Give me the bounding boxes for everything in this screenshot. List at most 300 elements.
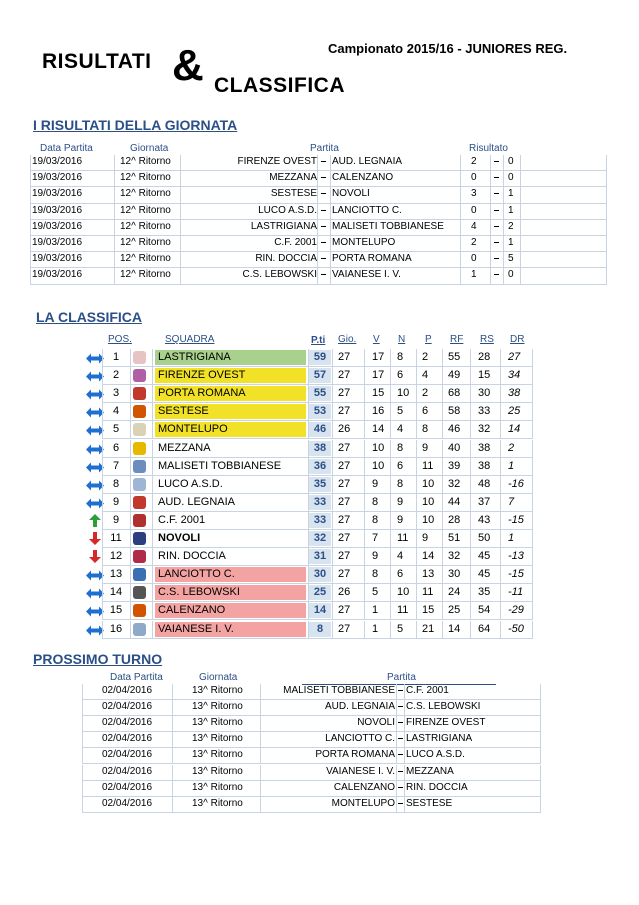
team-crest-icon <box>133 423 146 436</box>
results-away-score: 0 <box>508 172 514 184</box>
next-round-row <box>82 748 540 764</box>
column-divider <box>114 187 115 203</box>
standings-team: MALISETI TOBBIANESE <box>158 459 282 472</box>
column-divider <box>152 367 153 385</box>
standings-draws: 5 <box>397 405 404 418</box>
column-divider <box>82 797 83 813</box>
results-home-team: SESTESE <box>270 188 317 200</box>
column-divider <box>82 732 83 748</box>
results-score-dash <box>494 210 499 211</box>
column-divider <box>500 476 501 494</box>
next-round-row <box>82 732 540 748</box>
column-divider <box>260 700 261 716</box>
next-away-team: LUCO A.S.D. <box>406 749 465 761</box>
results-row <box>30 204 606 220</box>
standings-team: C.F. 2001 <box>158 513 206 526</box>
standings-goals-against: 45 <box>478 568 491 581</box>
next-away-team: SESTESE <box>406 797 453 809</box>
column-divider <box>503 236 504 252</box>
column-divider <box>532 566 533 584</box>
column-divider <box>260 748 261 764</box>
standings-points: 35 <box>313 477 327 490</box>
column-divider <box>442 385 443 403</box>
column-divider <box>500 367 501 385</box>
standings-goals-against: 64 <box>478 622 491 635</box>
column-divider <box>500 621 501 639</box>
standings-points: 53 <box>313 405 327 418</box>
column-divider <box>114 171 115 187</box>
standings-wins: 15 <box>372 387 385 400</box>
column-divider <box>172 700 173 716</box>
column-divider <box>390 621 391 639</box>
column-divider <box>490 171 491 187</box>
column-divider <box>130 621 131 639</box>
column-divider <box>364 403 365 421</box>
column-divider <box>152 440 153 458</box>
column-divider <box>317 252 318 268</box>
column-divider <box>470 403 471 421</box>
column-divider <box>30 268 31 284</box>
column-divider <box>490 268 491 284</box>
column-divider <box>114 252 115 268</box>
standings-losses: 10 <box>422 513 435 526</box>
column-divider <box>364 512 365 530</box>
column-divider <box>102 548 103 566</box>
column-divider <box>180 171 181 187</box>
standings-goals-against: 43 <box>478 513 491 526</box>
next-round: 13^ Ritorno <box>192 797 243 809</box>
column-divider <box>442 421 443 439</box>
column-divider <box>442 403 443 421</box>
standings-goals-for: 40 <box>448 441 461 454</box>
column-divider <box>180 252 181 268</box>
results-score-dash <box>494 274 499 275</box>
column-divider <box>396 732 397 748</box>
next-round-row <box>82 765 540 781</box>
results-date: 19/03/2016 <box>32 156 83 167</box>
column-divider <box>460 204 461 220</box>
standings-wins: 1 <box>372 604 379 617</box>
standings-goals-for: 32 <box>448 477 461 490</box>
next-round-table <box>82 684 540 814</box>
column-divider <box>82 765 83 781</box>
column-divider <box>317 236 318 252</box>
column-divider <box>332 385 333 403</box>
standings-row <box>86 530 532 548</box>
standings-points: 38 <box>313 441 327 454</box>
standings-team: C.S. LEBOWSKI <box>158 586 240 599</box>
column-divider <box>442 584 443 602</box>
standings-goal-diff: -29 <box>508 604 524 617</box>
results-round: 12^ Ritorno <box>120 156 171 167</box>
results-score-dash <box>494 226 499 227</box>
standings-goal-diff: -16 <box>508 477 524 490</box>
standings-goals-against: 37 <box>478 495 491 508</box>
column-divider <box>532 403 533 421</box>
standings-goal-diff: -15 <box>508 513 524 526</box>
standings-header-l: P <box>425 334 432 345</box>
standings-row <box>86 403 532 421</box>
column-divider <box>172 781 173 797</box>
column-divider <box>364 494 365 512</box>
column-divider <box>130 367 131 385</box>
results-away-team: VAIANESE I. V. <box>332 269 401 281</box>
standings-losses: 8 <box>422 423 429 436</box>
column-divider <box>317 187 318 203</box>
column-divider <box>532 440 533 458</box>
results-header-match: Partita <box>310 143 339 154</box>
standings-losses: 4 <box>422 369 429 382</box>
column-divider <box>470 548 471 566</box>
standings-row <box>86 512 532 530</box>
standings-games: 27 <box>338 387 351 400</box>
column-divider <box>396 748 397 764</box>
results-away-score: 0 <box>508 156 514 167</box>
standings-wins: 9 <box>372 477 379 490</box>
next-round-row <box>82 700 540 716</box>
next-date: 02/04/2016 <box>102 685 153 696</box>
standings-points: 8 <box>316 622 324 635</box>
column-divider <box>606 155 607 171</box>
column-divider <box>102 440 103 458</box>
results-home-team: MEZZANA <box>269 172 317 184</box>
standings-draws: 8 <box>397 441 404 454</box>
results-header-date: Data Partita <box>40 143 93 154</box>
column-divider <box>152 530 153 548</box>
results-home-score: 0 <box>471 253 477 265</box>
standings-wins: 10 <box>372 441 385 454</box>
team-crest-icon <box>133 568 146 581</box>
column-divider <box>130 385 131 403</box>
column-divider <box>532 621 533 639</box>
logo-ampersand: & <box>172 41 204 90</box>
standings-position: 1 <box>112 351 120 363</box>
standings-goals-against: 45 <box>478 550 491 563</box>
column-divider <box>130 548 131 566</box>
standings-games: 26 <box>338 586 351 599</box>
column-divider <box>500 403 501 421</box>
standings-team: FIRENZE OVEST <box>158 369 246 382</box>
column-divider <box>130 512 131 530</box>
standings-position: 13 <box>109 568 123 581</box>
standings-goal-diff: -13 <box>508 550 524 563</box>
column-divider <box>332 530 333 548</box>
standings-wins: 5 <box>372 586 379 599</box>
column-divider <box>532 512 533 530</box>
column-divider <box>82 700 83 716</box>
column-divider <box>260 732 261 748</box>
next-round-section-title: PROSSIMO TURNO <box>33 651 163 667</box>
standings-team: SESTESE <box>158 405 209 418</box>
next-date: 02/04/2016 <box>102 797 153 809</box>
standings-goals-for: 32 <box>448 550 461 563</box>
results-round: 12^ Ritorno <box>120 220 171 232</box>
standings-position: 14 <box>109 586 123 599</box>
column-divider <box>470 367 471 385</box>
column-divider <box>460 171 461 187</box>
column-divider <box>152 566 153 584</box>
standings-goals-for: 44 <box>448 495 461 508</box>
column-divider <box>416 458 417 476</box>
column-divider <box>172 765 173 781</box>
column-divider <box>130 494 131 512</box>
column-divider <box>130 602 131 620</box>
standings-losses: 10 <box>422 495 435 508</box>
results-row <box>30 171 606 187</box>
column-divider <box>503 187 504 203</box>
column-divider <box>470 349 471 367</box>
standings-goal-diff: -50 <box>508 622 524 635</box>
column-divider <box>102 602 103 620</box>
column-divider <box>503 252 504 268</box>
team-crest-icon <box>133 496 146 509</box>
standings-position: 12 <box>109 550 123 563</box>
column-divider <box>364 349 365 367</box>
column-divider <box>180 204 181 220</box>
standings-row <box>86 385 532 403</box>
column-divider <box>532 421 533 439</box>
column-divider <box>416 421 417 439</box>
standings-wins: 8 <box>372 495 379 508</box>
standings-goals-against: 30 <box>478 387 491 400</box>
standings-position: 15 <box>109 604 123 617</box>
standings-games: 27 <box>338 604 351 617</box>
column-divider <box>396 797 397 813</box>
standings-goals-for: 30 <box>448 568 461 581</box>
column-divider <box>152 621 153 639</box>
standings-losses: 13 <box>422 568 435 581</box>
standings-draws: 8 <box>397 351 404 363</box>
standings-goals-for: 39 <box>448 459 461 472</box>
column-divider <box>442 512 443 530</box>
standings-goal-diff: -11 <box>508 586 524 599</box>
standings-draws: 8 <box>397 477 404 490</box>
column-divider <box>540 781 541 797</box>
next-away-team: C.S. LEBOWSKI <box>406 701 481 713</box>
results-score-dash <box>494 193 499 194</box>
team-crest-icon <box>133 478 146 491</box>
results-away-team: MALISETI TOBBIANESE <box>332 220 444 232</box>
standings-wins: 10 <box>372 459 385 472</box>
column-divider <box>416 584 417 602</box>
standings-row <box>86 548 532 566</box>
column-divider <box>532 548 533 566</box>
results-home-score: 1 <box>471 269 477 281</box>
column-divider <box>332 367 333 385</box>
standings-points: 30 <box>313 568 327 581</box>
column-divider <box>416 512 417 530</box>
column-divider <box>317 268 318 284</box>
column-divider <box>460 252 461 268</box>
standings-header-pos: POS. <box>108 334 132 345</box>
column-divider <box>364 440 365 458</box>
column-divider <box>396 781 397 797</box>
column-divider <box>364 458 365 476</box>
column-divider <box>390 421 391 439</box>
standings-losses: 21 <box>422 622 435 635</box>
column-divider <box>460 268 461 284</box>
next-home-team: LANCIOTTO C. <box>325 733 395 745</box>
standings-goals-against: 38 <box>478 459 491 472</box>
standings-goal-diff: 7 <box>508 495 515 508</box>
column-divider <box>416 440 417 458</box>
standings-wins: 17 <box>372 369 385 382</box>
column-divider <box>330 268 331 284</box>
column-divider <box>30 220 31 236</box>
standings-games: 27 <box>338 477 351 490</box>
standings-goals-against: 28 <box>478 351 491 363</box>
standings-goals-against: 33 <box>478 405 491 418</box>
column-divider <box>152 602 153 620</box>
team-crest-icon <box>133 442 146 455</box>
next-date: 02/04/2016 <box>102 733 153 745</box>
column-divider <box>390 385 391 403</box>
standings-goals-against: 38 <box>478 441 491 454</box>
column-divider <box>130 530 131 548</box>
next-dash <box>398 787 403 788</box>
column-divider <box>332 458 333 476</box>
results-home-team: RIN. DOCCIA <box>255 253 317 265</box>
standings-position: 8 <box>112 477 120 490</box>
column-divider <box>416 494 417 512</box>
column-divider <box>442 530 443 548</box>
next-away-team: C.F. 2001 <box>406 685 449 696</box>
column-divider <box>606 236 607 252</box>
team-crest-icon <box>133 532 146 545</box>
standings-goal-diff: 1 <box>508 459 515 472</box>
standings-goals-against: 54 <box>478 604 491 617</box>
column-divider <box>606 252 607 268</box>
column-divider <box>332 403 333 421</box>
column-divider <box>442 458 443 476</box>
column-divider <box>152 403 153 421</box>
column-divider <box>30 204 31 220</box>
column-divider <box>82 781 83 797</box>
results-date: 19/03/2016 <box>32 237 83 248</box>
team-crest-icon <box>133 586 146 599</box>
column-divider <box>364 476 365 494</box>
standings-goals-against: 48 <box>478 477 491 490</box>
column-divider <box>130 403 131 421</box>
results-home-score: 0 <box>471 204 477 216</box>
column-divider <box>332 494 333 512</box>
standings-wins: 1 <box>372 622 379 635</box>
standings-games: 27 <box>338 405 351 418</box>
column-divider <box>532 476 533 494</box>
column-divider <box>364 367 365 385</box>
column-divider <box>130 349 131 367</box>
column-divider <box>404 684 405 700</box>
column-divider <box>520 171 521 187</box>
column-divider <box>442 548 443 566</box>
results-away-team: CALENZANO <box>332 172 394 184</box>
standings-goals-against: 32 <box>478 423 491 436</box>
next-header-match: Partita <box>387 672 416 683</box>
column-divider <box>330 204 331 220</box>
column-divider <box>606 220 607 236</box>
column-divider <box>172 797 173 813</box>
column-divider <box>416 548 417 566</box>
column-divider <box>520 252 521 268</box>
results-round: 12^ Ritorno <box>120 237 171 248</box>
results-home-score: 3 <box>471 188 477 200</box>
column-divider <box>416 566 417 584</box>
column-divider <box>470 458 471 476</box>
standings-team: MONTELUPO <box>158 423 228 436</box>
column-divider <box>317 204 318 220</box>
team-crest-icon <box>133 623 146 636</box>
team-crest-icon <box>133 604 146 617</box>
column-divider <box>102 512 103 530</box>
column-divider <box>152 584 153 602</box>
results-away-score: 1 <box>508 204 514 216</box>
results-dash <box>321 193 326 194</box>
standings-points: 25 <box>313 586 327 599</box>
standings-points: 46 <box>313 423 327 436</box>
results-row <box>30 252 606 268</box>
standings-row <box>86 602 532 620</box>
column-divider <box>30 252 31 268</box>
column-divider <box>364 584 365 602</box>
column-divider <box>540 748 541 764</box>
next-header-date: Data Partita <box>110 672 163 683</box>
column-divider <box>330 220 331 236</box>
standings-goals-against: 50 <box>478 532 491 544</box>
column-divider <box>102 530 103 548</box>
results-dash <box>321 242 326 243</box>
standings-draws: 4 <box>397 550 404 563</box>
standings-team: PORTA ROMANA <box>158 387 246 400</box>
column-divider <box>532 458 533 476</box>
column-divider <box>102 621 103 639</box>
team-crest-icon <box>133 514 146 527</box>
standings-draws: 10 <box>397 387 410 400</box>
column-divider <box>180 268 181 284</box>
column-divider <box>416 602 417 620</box>
results-row <box>30 220 606 236</box>
column-divider <box>442 349 443 367</box>
standings-losses: 2 <box>422 387 429 400</box>
column-divider <box>364 621 365 639</box>
results-home-team: C.S. LEBOWSKI <box>242 269 317 281</box>
column-divider <box>532 385 533 403</box>
column-divider <box>364 566 365 584</box>
column-divider <box>364 602 365 620</box>
column-divider <box>102 367 103 385</box>
standings-wins: 9 <box>372 550 379 563</box>
standings-draws: 6 <box>397 369 404 382</box>
column-divider <box>490 187 491 203</box>
standings-header-gf: RF <box>450 334 464 345</box>
standings-points: 33 <box>313 513 327 526</box>
results-date: 19/03/2016 <box>32 253 83 265</box>
column-divider <box>180 155 181 171</box>
next-away-team: RIN. DOCCIA <box>406 781 468 793</box>
column-divider <box>332 421 333 439</box>
results-home-score: 0 <box>471 172 477 184</box>
next-home-team: AUD. LEGNAIA <box>324 701 395 713</box>
standings-goal-diff: 2 <box>508 441 515 454</box>
standings-points: 33 <box>313 495 327 508</box>
column-divider <box>390 367 391 385</box>
results-away-team: LANCIOTTO C. <box>332 204 402 216</box>
standings-header-pts: P.ti <box>311 335 326 346</box>
column-divider <box>540 732 541 748</box>
column-divider <box>490 155 491 171</box>
standings-draws: 9 <box>397 513 404 526</box>
column-divider <box>30 171 31 187</box>
column-divider <box>404 732 405 748</box>
